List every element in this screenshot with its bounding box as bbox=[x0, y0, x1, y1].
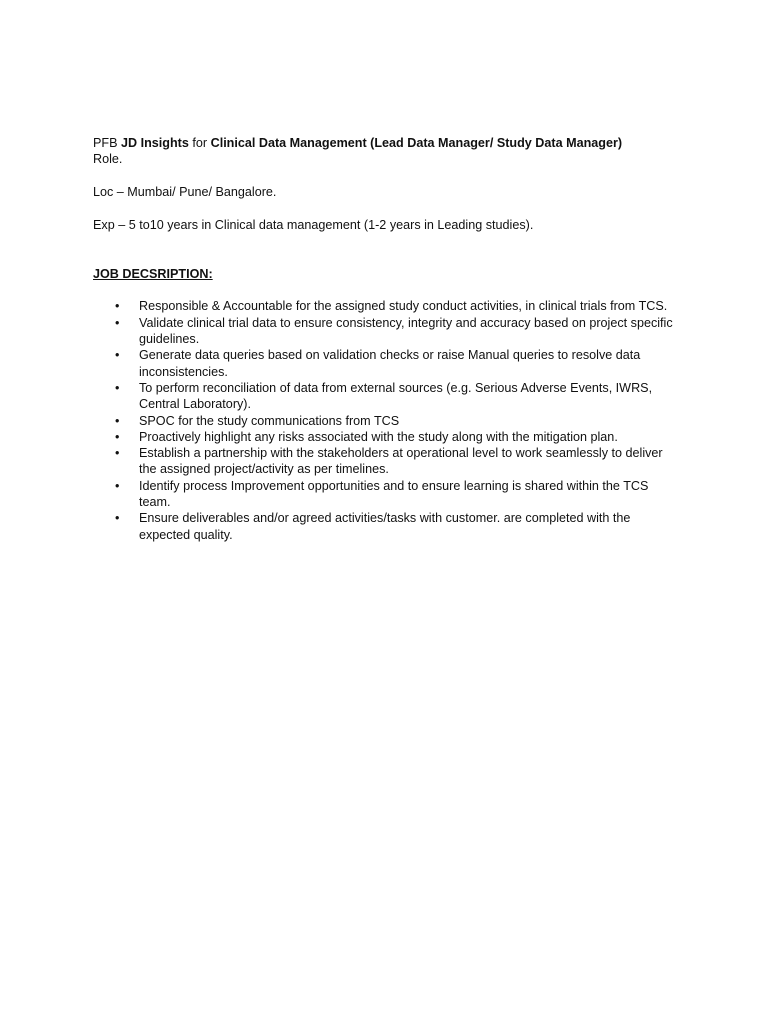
spacer bbox=[93, 200, 678, 217]
bullet-icon: • bbox=[115, 446, 120, 461]
experience-line: Exp – 5 to10 years in Clinical data management (1-2 years in Leading studies). bbox=[93, 217, 534, 232]
list-item bbox=[93, 413, 678, 429]
list-item bbox=[93, 429, 678, 445]
bullet-icon: • bbox=[115, 348, 120, 363]
list-item bbox=[93, 445, 678, 478]
bullet-icon: • bbox=[115, 413, 120, 428]
intro-for: for bbox=[188, 136, 211, 150]
bullet-icon: • bbox=[115, 315, 120, 330]
spacer bbox=[93, 282, 678, 299]
bullet-icon: • bbox=[115, 429, 120, 444]
list-item bbox=[93, 510, 678, 543]
bullet-icon: • bbox=[115, 478, 120, 493]
list-item-text: To perform reconciliation of data from external sources (e.g. Serious Adverse Events, IWRS, Central Laboratory). bbox=[139, 380, 653, 412]
list-item bbox=[93, 315, 678, 348]
list-item-text: Validate clinical trial data to ensure consistency, integrity and accuracy based on project specific guidelines. bbox=[139, 315, 673, 347]
list-item-text: Responsible & Accountable for the assigned study conduct activities, in clinical trials from TCS. bbox=[139, 299, 668, 314]
intro-pfb: PFB bbox=[93, 136, 121, 150]
list-item-text: Identify process Improvement opportunities and to ensure learning is shared within the TCS team. bbox=[139, 478, 649, 510]
bullet-icon: • bbox=[115, 299, 120, 314]
spacer bbox=[93, 168, 678, 185]
list-item bbox=[93, 298, 678, 314]
list-item-text: Proactively highlight any risks associated with the study along with the mitigation plan. bbox=[139, 429, 618, 444]
intro-jd-insights: JD Insights bbox=[121, 136, 189, 150]
bullet-icon: • bbox=[115, 380, 120, 395]
spacer bbox=[93, 233, 678, 266]
intro-role-suffix: Role. bbox=[93, 152, 123, 167]
list-item-text: Establish a partnership with the stakeholders at operational level to work seamlessly to deliver the assigned project/activity as per timelines. bbox=[139, 446, 663, 477]
list-item-text: Generate data queries based on validation checks or raise Manual queries to resolve data inconsistencies. bbox=[139, 348, 641, 379]
location-line: Loc – Mumbai/ Pune/ Bangalore. bbox=[93, 185, 277, 200]
intro-paragraph bbox=[93, 135, 678, 168]
list-item-text: Ensure deliverables and/or agreed activities/tasks with customer. are completed with the expected quality. bbox=[139, 511, 631, 542]
document-page bbox=[93, 135, 678, 543]
list-item bbox=[93, 478, 678, 511]
job-description-list bbox=[93, 298, 678, 542]
intro-role-title: Clinical Data Management (Lead Data Manager/ Study Data Manager) bbox=[210, 136, 623, 150]
bullet-icon: • bbox=[115, 511, 120, 526]
list-item bbox=[93, 380, 678, 413]
job-description-heading: JOB DECSRIPTION: bbox=[93, 266, 213, 281]
list-item-text: SPOC for the study communications from TCS bbox=[139, 413, 400, 428]
list-item bbox=[93, 347, 678, 380]
